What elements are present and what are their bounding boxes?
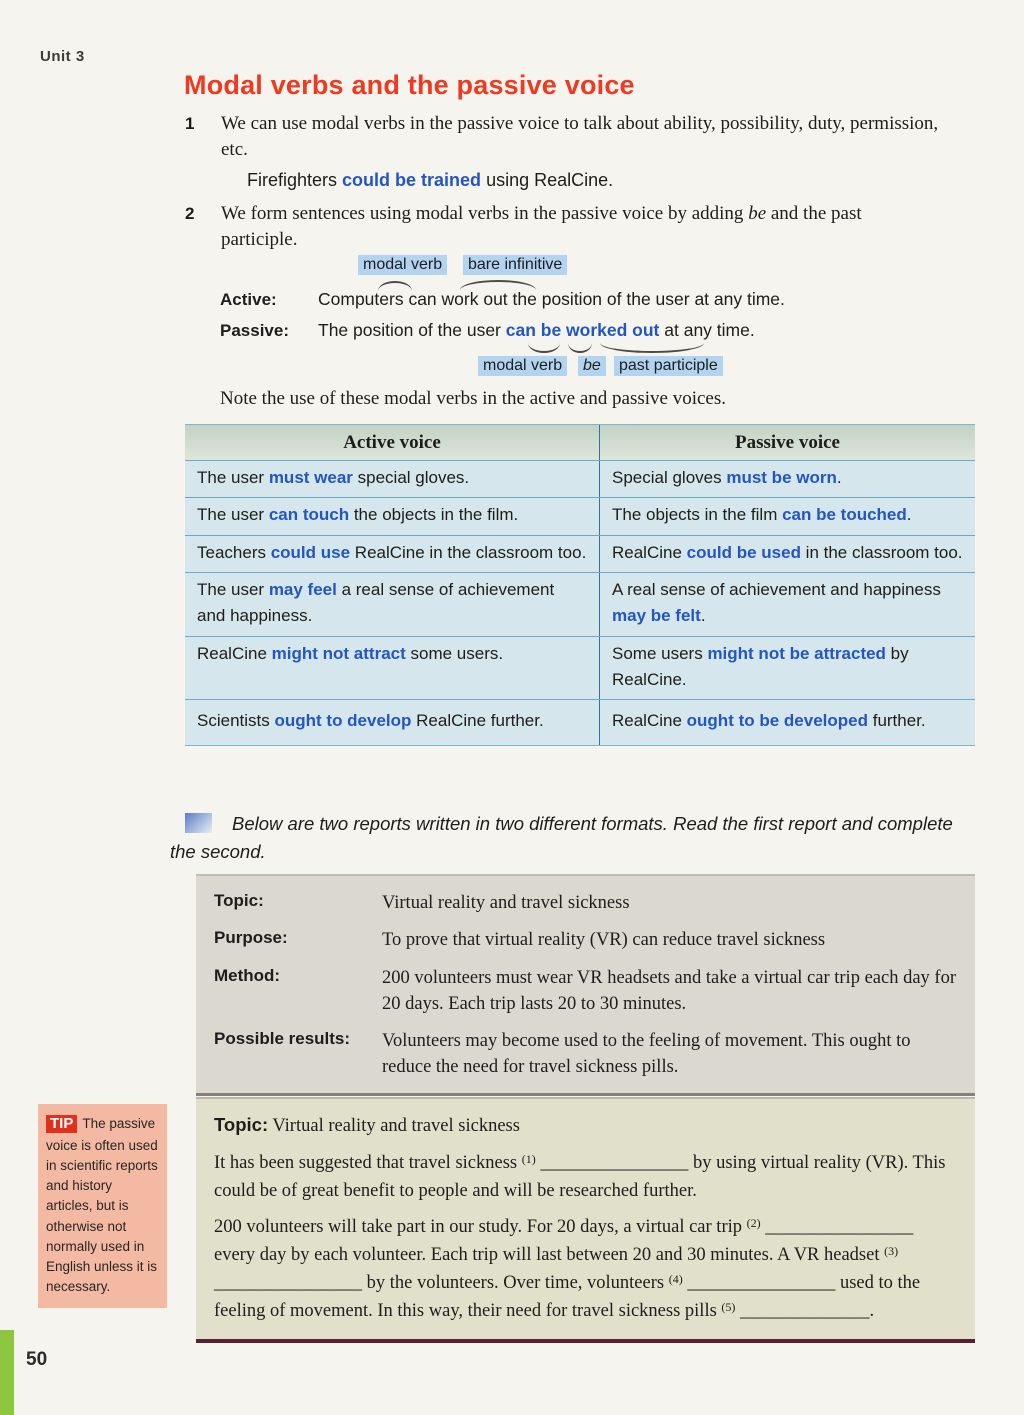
label-chip-past-participle: past participle: [614, 356, 723, 376]
exercise-instruction: Below are two reports written in two different formats. Read the first report and complete the second.: [170, 813, 953, 862]
report-topic-line: Topic: Virtual reality and travel sickness: [214, 1114, 520, 1136]
page-edge-strip: [0, 1330, 14, 1415]
unit-label: Unit 3: [40, 48, 85, 65]
brace-passive-modal-verb: [528, 343, 560, 353]
tip-badge: TIP: [46, 1115, 77, 1133]
tip-box: [38, 1104, 167, 1308]
active-cell: The user may feel a real sense of achievement and happiness.: [185, 573, 600, 636]
report-field-value: Volunteers may become used to the feeling of movement. This ought to reduce the need for travel sickness pills.: [382, 1031, 911, 1078]
passive-cell: A real sense of achievement and happiness may be felt.: [612, 580, 941, 626]
report-row: [214, 927, 957, 953]
active-cell: RealCine might not attract some users.: [185, 637, 600, 700]
active-cell: The user must wear special gloves.: [185, 461, 600, 497]
tip-text: The passive voice is often used in scientific reports and history articles, but is otherwise not normally used in English unless it is necessary.: [46, 1116, 158, 1295]
active-sentence: Computers can work out the position of the user at any time.: [318, 289, 785, 309]
report-field-value: Virtual reality and travel sickness: [382, 893, 630, 913]
table-row: [185, 636, 975, 700]
report-field-label: Topic:: [214, 891, 264, 910]
table-row: [185, 460, 975, 497]
table-row: [185, 572, 975, 636]
table-header-active: Active voice: [185, 425, 600, 460]
grammar-point-1: [185, 111, 955, 163]
voice-table: [185, 424, 975, 746]
passive-cell: The objects in the film can be touched.: [612, 505, 912, 525]
active-cell: Scientists ought to develop RealCine further.: [185, 700, 600, 744]
page-title: Modal verbs and the passive voice: [184, 70, 635, 100]
table-header-row: [185, 425, 975, 460]
label-chip-modal-verb: modal verb: [358, 255, 447, 275]
label-chip-bare-infinitive: bare infinitive: [463, 255, 567, 275]
report-field-label: Possible results:: [214, 1029, 351, 1049]
table-header-passive: Passive voice: [734, 432, 840, 453]
brace-passive-be: [568, 343, 592, 353]
active-cell: Teachers could use RealCine in the classroom too.: [185, 536, 600, 572]
report-field-label: Purpose:: [214, 928, 288, 948]
report-field-label: Method:: [214, 965, 281, 985]
point-text: We can use modal verbs in the passive voice to talk about ability, possibility, duty, permission, etc.: [221, 113, 939, 161]
page-number: 50: [26, 1349, 48, 1370]
table-row: [185, 535, 975, 572]
passive-sentence: The position of the user can be worked out at any time.: [318, 320, 755, 340]
report-row: [214, 890, 957, 916]
passive-cell: Some users might not be attracted by RealCine.: [612, 643, 909, 690]
passive-label: Passive:: [220, 321, 289, 340]
passive-cell: RealCine ought to be developed further.: [612, 711, 926, 731]
point-text: We form sentences using modal verbs in the passive voice by adding be and the past participle.: [221, 203, 862, 251]
example-sentence: Firefighters could be trained using RealCine.: [247, 170, 614, 190]
report-field-value: To prove that virtual reality (VR) can reduce travel sickness: [382, 930, 826, 951]
active-label: Active:: [220, 290, 277, 309]
table-row: [185, 497, 975, 534]
active-cell: The user can touch the objects in the film.: [185, 498, 600, 534]
point-number: 1: [185, 114, 195, 133]
point-number: 2: [185, 204, 195, 223]
report-paragraph-1: It has been suggested that travel sickness $^{(1)}$ ________________ by using virtual reality (VR). This could be of great benefit to people and will be researched further.: [214, 1151, 946, 1201]
report-row: [214, 1028, 957, 1081]
grammar-point-2: [185, 201, 955, 253]
note-line: Note the use of these modal verbs in the active and passive voices.: [220, 388, 726, 409]
label-chip-be: be: [578, 356, 606, 376]
passive-cell: Special gloves must be worn.: [612, 468, 842, 487]
report-prose: [196, 1097, 975, 1343]
brace-passive-past-participle: [600, 343, 704, 353]
report-field-value: 200 volunteers must wear VR headsets and take a virtual car trip each day for 20 days. Each trip lasts 20 to 30 minutes.: [382, 967, 956, 1014]
label-chip-modal-verb-2: modal verb: [478, 356, 567, 376]
report-structured: [196, 874, 975, 1096]
report-row: [214, 965, 957, 1018]
passive-cell: RealCine could be used in the classroom too.: [612, 542, 963, 562]
report-paragraph-2: 200 volunteers will take part in our study. For 20 days, a virtual car trip $^{(2)}$ ________________ every day by each volunteer. Each trip will last between 20 and 30 minutes. A VR headset $^{(3)}$ ________________ by the volunteers. Over time, volunteers $^{(4)}$ ________________ used to the feeling of movement. In this way, their need for travel sickness pills $^{(5)}$ ______________.: [214, 1216, 921, 1321]
table-row: [185, 699, 975, 744]
